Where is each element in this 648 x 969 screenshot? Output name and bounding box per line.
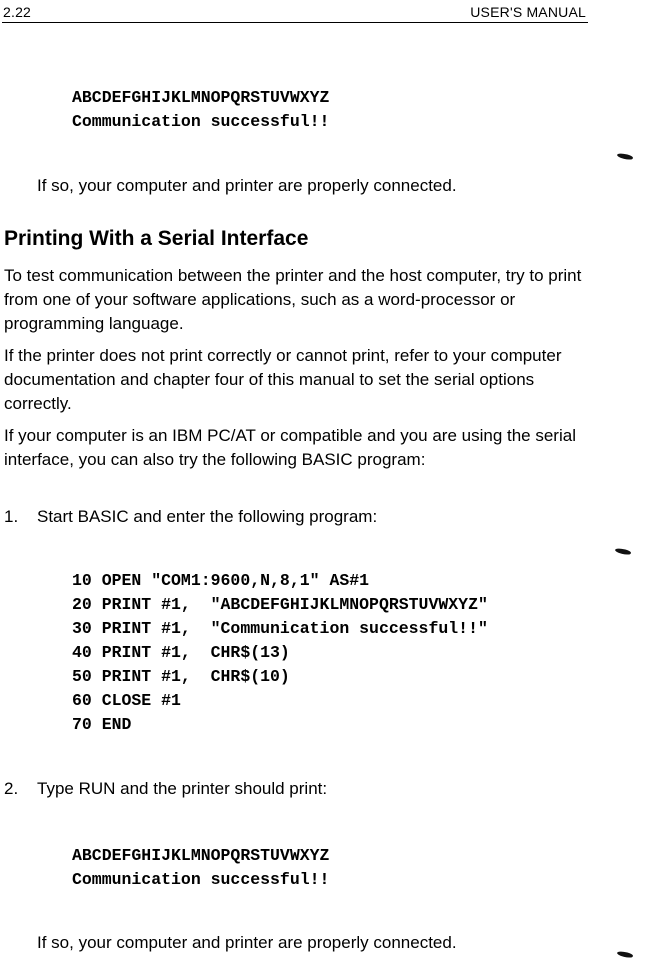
header-rule bbox=[2, 22, 588, 23]
printer-output-sample bbox=[72, 86, 329, 134]
code-line: 60 CLOSE #1 bbox=[72, 691, 181, 710]
output-line: ABCDEFGHIJKLMNOPQRSTUVWXYZ bbox=[72, 88, 330, 107]
code-line: 40 PRINT #1, CHR$(13) bbox=[72, 643, 290, 662]
section-heading: Printing With a Serial Interface bbox=[4, 227, 309, 250]
body-paragraph: If your computer is an IBM PC/AT or compatible and you are using the serial interface, you can also try the following BASIC program: bbox=[4, 426, 576, 469]
basic-program-listing bbox=[72, 569, 488, 737]
code-line: 10 OPEN "COM1:9600,N,8,1" AS#1 bbox=[72, 571, 370, 590]
step-text: Start BASIC and enter the following program: bbox=[37, 507, 378, 526]
running-header-title: USER'S MANUAL bbox=[470, 4, 586, 20]
code-line: 70 END bbox=[72, 715, 132, 734]
output-line: Communication successful!! bbox=[72, 112, 330, 131]
output-line: Communication successful!! bbox=[72, 870, 330, 889]
page-number: 2.22 bbox=[3, 4, 32, 20]
body-paragraph: If the printer does not print correctly or cannot print, refer to your computer documentation and chapter four of this manual to set the serial options correctly. bbox=[4, 346, 562, 413]
scan-mark bbox=[617, 950, 634, 959]
scan-mark bbox=[615, 547, 632, 556]
step-number: 1. bbox=[4, 507, 19, 526]
step-number: 2. bbox=[4, 779, 19, 798]
step-item bbox=[4, 505, 377, 529]
scan-mark bbox=[617, 152, 634, 161]
body-paragraph: To test communication between the printer and the host computer, try to print from one of your software applications, such as a word-processor or programming language. bbox=[4, 266, 582, 333]
code-line: 50 PRINT #1, CHR$(10) bbox=[72, 667, 290, 686]
code-line: 20 PRINT #1, "ABCDEFGHIJKLMNOPQRSTUVWXYZ" bbox=[72, 595, 488, 614]
confirmation-text: If so, your computer and printer are properly connected. bbox=[37, 176, 457, 195]
step-text: Type RUN and the printer should print: bbox=[37, 779, 328, 798]
printer-output-sample bbox=[72, 844, 329, 892]
output-line: ABCDEFGHIJKLMNOPQRSTUVWXYZ bbox=[72, 846, 330, 865]
confirmation-text: If so, your computer and printer are properly connected. bbox=[37, 933, 457, 952]
code-line: 30 PRINT #1, "Communication successful!!" bbox=[72, 619, 488, 638]
step-item bbox=[4, 777, 327, 801]
